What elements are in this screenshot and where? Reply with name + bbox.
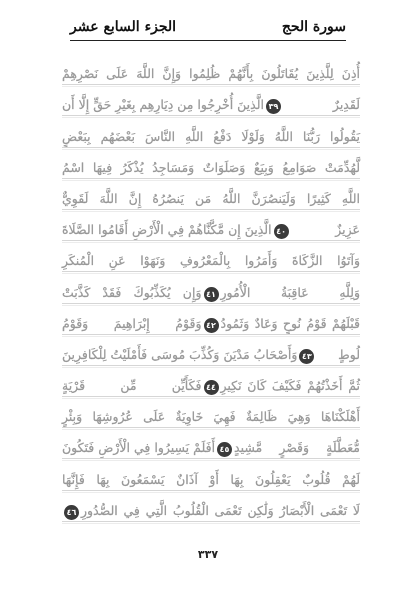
verse-text: فَكَأَيِّن مِّن قَرْيَةٍ: [62, 378, 202, 394]
verse-text: أَفَلَمْ يَسِيرُوا فِي الْأَرْضِ فَتَكُونَ: [62, 440, 216, 456]
verse-text: أَهْلَكْنَاهَا وَهِيَ ظَالِمَةٌ فَهِيَ خَاوِيَةٌ عَلَى عُرُوشِهَا وَبِئْرٍ: [62, 409, 360, 425]
verse-line: [62, 181, 360, 212]
surah-name: سورة الحج: [281, 19, 346, 35]
verse-line: [62, 212, 360, 243]
verse-text: لُوطٍ: [338, 346, 360, 362]
verse-text: لَا تَعْمَى الْأَبْصَارُ وَلَٰكِن تَعْمَى الْقُلُوبُ الَّتِي فِي الصُّدُورِ: [81, 502, 360, 518]
verse-line: [62, 150, 360, 181]
verse-text: وَقَوْمُ إِبْرَاهِيمَ وَقَوْمُ: [62, 315, 202, 331]
verse-line: [62, 274, 360, 305]
ruling-line: [62, 521, 360, 522]
verse-text: ثُمَّ أَخَذْتُهُمْ فَكَيْفَ كَانَ نَكِيرِ: [220, 378, 360, 394]
ruling-line: [62, 115, 360, 116]
ayah-number-marker: ٤١: [204, 287, 219, 302]
verse-text: وَآتَوُا الزَّكَاةَ وَأَمَرُوا بِالْمَعْرُوفِ وَنَهَوْا عَنِ الْمُنكَرِ: [62, 253, 360, 269]
verse-text: لَّهُدِّمَتْ صَوَامِعُ وَبِيَعٌ وَصَلَوَاتٌ وَمَسَاجِدُ يُذْكَرُ فِيهَا اسْمُ: [62, 159, 360, 175]
juz-name: الجزء السابع عشر: [70, 19, 177, 35]
ruling-line: [62, 178, 360, 179]
ruling-line: [62, 240, 360, 241]
ayah-number-marker: ٤٠: [274, 224, 289, 239]
verse-text: يَقُولُوا رَبُّنَا اللَّهُ وَلَوْلَا دَفْعُ اللَّهِ النَّاسَ بَعْضَهُم بِبَعْضٍ: [62, 128, 360, 144]
verse-lines: [62, 56, 360, 524]
ruling-line: [62, 523, 360, 524]
verse-line: [62, 337, 360, 368]
verse-line: [62, 493, 360, 524]
ruling-line: [62, 396, 360, 397]
ruling-line: [62, 147, 360, 148]
verse-line: [62, 56, 360, 87]
verse-text: وَإِن يُكَذِّبُوكَ فَقَدْ كَذَّبَتْ: [62, 284, 202, 300]
ayah-number-marker: ٤٢: [204, 318, 219, 333]
verse-text: عَزِيزٌ: [335, 222, 360, 238]
verse-line: [62, 368, 360, 399]
verse-text: الَّذِينَ إِن مَّكَّنَّاهُمْ فِي الْأَرْضِ أَقَامُوا الصَّلَاةَ: [62, 222, 272, 238]
verse-line: [62, 87, 360, 118]
page-number: ٣٣٧: [197, 548, 219, 561]
ruling-line: [62, 334, 360, 335]
ruling-line: [62, 427, 360, 428]
verse-line: [62, 306, 360, 337]
verse-text: الَّذِينَ أُخْرِجُوا مِن دِيَارِهِم بِغَيْرِ حَقٍّ إِلَّا أَن: [62, 97, 265, 113]
ayah-number-marker: ٤٦: [64, 505, 79, 520]
ruling-line: [62, 84, 360, 85]
ruling-line: [62, 209, 360, 210]
verse-line: [62, 430, 360, 461]
verse-text: لَقَدِيرٌ: [332, 97, 360, 113]
verse-text: مُّعَطَّلَةٍ وَقَصْرٍ مَّشِيدٍ: [234, 440, 360, 456]
verse-text: وَأَصْحَابُ مَدْيَنَ وَكُذِّبَ مُوسَى فَأَمْلَيْتُ لِلْكَافِرِينَ: [62, 346, 298, 362]
page-header: [70, 14, 346, 40]
verse-line: [62, 243, 360, 274]
verse-text: اللَّهِ كَثِيرًا وَلَيَنصُرَنَّ اللَّهُ مَن يَنصُرُهُ إِنَّ اللَّهَ لَقَوِيٌّ: [62, 190, 360, 206]
ayah-number-marker: ٤٣: [299, 349, 314, 364]
verse-line: [62, 399, 360, 430]
header-rule: [70, 40, 346, 41]
verse-text: لَهُمْ قُلُوبٌ يَعْقِلُونَ بِهَا أَوْ آذَانٌ يَسْمَعُونَ بِهَا فَإِنَّهَا: [62, 471, 360, 487]
verse-text: وَلِلَّهِ عَاقِبَةُ الْأُمُورِ: [220, 284, 360, 300]
ayah-number-marker: ٣٩: [266, 99, 281, 114]
ruling-line: [62, 303, 360, 304]
ayah-number-marker: ٤٥: [217, 442, 232, 457]
verse-text: أُذِنَ لِلَّذِينَ يُقَاتَلُونَ بِأَنَّهُمْ ظُلِمُوا وَإِنَّ اللَّهَ عَلَى نَصْرِهِمْ: [62, 66, 360, 82]
ayah-number-marker: ٤٤: [204, 380, 219, 395]
ruling-line: [62, 271, 360, 272]
ruling-line: [62, 458, 360, 459]
ruling-line: [62, 490, 360, 491]
verse-line: [62, 461, 360, 492]
verse-line: [62, 118, 360, 149]
ruling-line: [62, 365, 360, 366]
verse-text: قَبْلَهُمْ قَوْمُ نُوحٍ وَعَادٌ وَثَمُودُ: [220, 315, 360, 331]
